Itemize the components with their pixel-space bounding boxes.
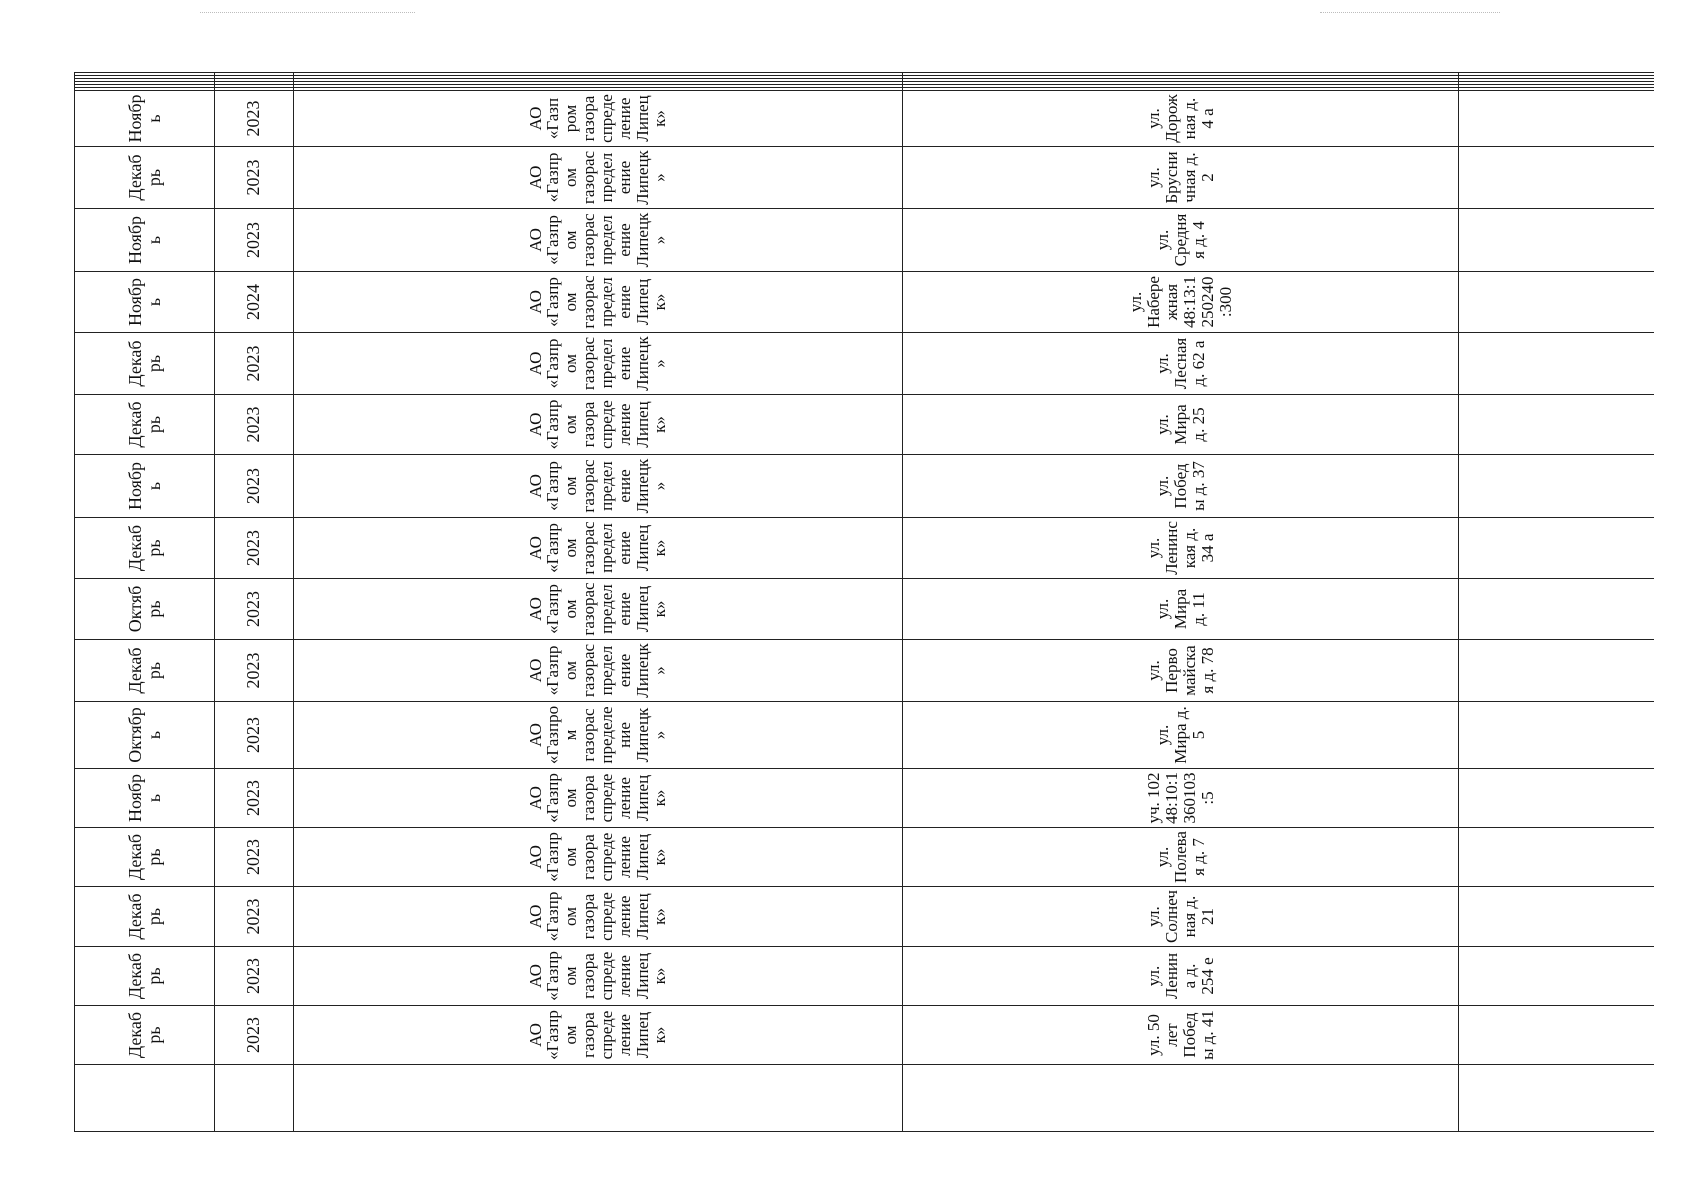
table-row: [293, 73, 903, 1132]
blank-cell: [215, 1065, 294, 1132]
month-cell: [75, 79, 215, 82]
work-type-cell: [1459, 702, 1654, 769]
work-type-cell: [1459, 947, 1654, 1006]
month-cell: Декабрь: [75, 518, 215, 579]
work-type-cell: [1459, 82, 1654, 85]
organization-cell: АО «Газпром газораспределение Липецк»: [293, 947, 903, 1006]
address-cell: ул. Набережная 48:13:1250240:300: [903, 272, 1459, 333]
organization-cell: [293, 73, 903, 76]
month-cell: Ноябрь: [75, 91, 215, 147]
blank-cell: [75, 1065, 215, 1132]
address-cell: ул. Солнечная д. 21: [903, 887, 1459, 947]
organization-cell: [293, 79, 903, 82]
year-cell: 2023: [215, 769, 294, 828]
work-type-cell: [1459, 147, 1654, 209]
blank-cell: [293, 1065, 903, 1132]
address-cell: ул. Победы д. 37: [903, 455, 1459, 518]
work-type-cell: [1459, 887, 1654, 947]
year-cell: 2023: [215, 91, 294, 147]
address-cell: [903, 76, 1459, 79]
work-type-cell: [1459, 828, 1654, 887]
address-cell: ул. Мира д. 11: [903, 579, 1459, 640]
month-cell: Декабрь: [75, 147, 215, 209]
month-cell: Ноябрь: [75, 272, 215, 333]
year-cell: [215, 79, 294, 82]
organization-cell: АО «Газпром газораспределение Липецк»: [293, 147, 903, 209]
organization-cell: АО «Газпром газораспределение Липецк»: [293, 333, 903, 395]
blank-cell: [903, 1065, 1459, 1132]
month-cell: Декабрь: [75, 887, 215, 947]
month-cell: Декабрь: [75, 333, 215, 395]
work-type-cell: [1459, 640, 1654, 702]
work-type-cell: [1459, 91, 1654, 147]
month-cell: [75, 88, 215, 91]
scan-artifact-left: [200, 12, 415, 13]
year-cell: 2023: [215, 947, 294, 1006]
address-cell: ул. Мира д. 25: [903, 395, 1459, 455]
address-cell: ул. Дорожная д. 4 а: [903, 91, 1459, 147]
work-type-cell: [1459, 88, 1654, 91]
organization-cell: [293, 76, 903, 79]
address-cell: [903, 73, 1459, 76]
month-cell: Декабрь: [75, 395, 215, 455]
table-row: [1459, 73, 1654, 1132]
month-cell: Ноябрь: [75, 455, 215, 518]
year-cell: 2023: [215, 579, 294, 640]
month-cell: Декабрь: [75, 828, 215, 887]
year-cell: [215, 73, 294, 76]
address-cell: ул. Ленина д. 254 е: [903, 947, 1459, 1006]
year-cell: 2023: [215, 209, 294, 272]
month-cell: Декабрь: [75, 947, 215, 1006]
work-type-cell: [1459, 769, 1654, 828]
organization-cell: АО «Газпром газораспределение Липецк»: [293, 209, 903, 272]
year-cell: 2023: [215, 1006, 294, 1065]
organization-cell: АО «Газпром газораспределение Липецк»: [293, 769, 903, 828]
year-cell: 2023: [215, 147, 294, 209]
year-cell: 2023: [215, 333, 294, 395]
year-cell: [215, 76, 294, 79]
work-type-cell: [1459, 76, 1654, 79]
organization-cell: АО «Газпром газораспределение Липецк»: [293, 828, 903, 887]
year-cell: 2023: [215, 828, 294, 887]
work-type-cell: [1459, 272, 1654, 333]
table-row: [75, 73, 215, 1132]
table-row: [215, 73, 294, 1132]
address-cell: ул. Первомайская д. 78: [903, 640, 1459, 702]
organization-cell: АО «Газпром газораспределение Липецк»: [293, 272, 903, 333]
address-cell: ул. 50 лет Победы д. 41: [903, 1006, 1459, 1065]
month-cell: Октябрь: [75, 579, 215, 640]
address-cell: ул. Полевая д. 7: [903, 828, 1459, 887]
year-cell: 2023: [215, 640, 294, 702]
address-cell: уч. 102 48:10:1360103:5: [903, 769, 1459, 828]
gasification-table: [74, 72, 1654, 1132]
work-type-cell: [1459, 1006, 1654, 1065]
organization-cell: АО «Газпром газораспределение Липецк»: [293, 887, 903, 947]
year-cell: [215, 82, 294, 85]
organization-cell: АО «Газпром газораспределение Липецк»: [293, 1006, 903, 1065]
year-cell: 2023: [215, 455, 294, 518]
work-type-cell: [1459, 79, 1654, 82]
month-cell: Ноябрь: [75, 769, 215, 828]
organization-cell: АО «Газпром газораспределение Липецк»: [293, 640, 903, 702]
address-cell: ул. Ленинская д. 34 а: [903, 518, 1459, 579]
organization-cell: АО «Газпром газораспределение Липецк»: [293, 579, 903, 640]
work-type-cell: [1459, 455, 1654, 518]
organization-cell: [293, 85, 903, 88]
year-cell: 2023: [215, 518, 294, 579]
address-cell: [903, 88, 1459, 91]
scan-artifact-right: [1320, 12, 1500, 13]
month-cell: [75, 76, 215, 79]
work-type-cell: [1459, 333, 1654, 395]
address-cell: ул. Средняя д. 4: [903, 209, 1459, 272]
month-cell: Декабрь: [75, 640, 215, 702]
blank-cell: [1459, 1065, 1654, 1132]
table-row: [903, 73, 1459, 1132]
year-cell: [215, 85, 294, 88]
year-cell: 2023: [215, 887, 294, 947]
address-cell: ул. Брусничная д. 2: [903, 147, 1459, 209]
organization-cell: АО «Газпром газораспределение Липецк»: [293, 395, 903, 455]
work-type-cell: [1459, 73, 1654, 76]
address-cell: ул. Лесная д. 62 а: [903, 333, 1459, 395]
work-type-cell: [1459, 209, 1654, 272]
organization-cell: АО «Газпром газораспределение Липецк»: [293, 455, 903, 518]
month-cell: Октябрь: [75, 702, 215, 769]
address-cell: [903, 79, 1459, 82]
address-cell: ул. Мира д. 5: [903, 702, 1459, 769]
organization-cell: АО «Газпром газораспределение Липецк»: [293, 702, 903, 769]
year-cell: 2024: [215, 272, 294, 333]
year-cell: [215, 88, 294, 91]
work-type-cell: [1459, 85, 1654, 88]
month-cell: Ноябрь: [75, 209, 215, 272]
year-cell: 2023: [215, 395, 294, 455]
address-cell: [903, 85, 1459, 88]
organization-cell: [293, 88, 903, 91]
month-cell: [75, 73, 215, 76]
month-cell: Декабрь: [75, 1006, 215, 1065]
organization-cell: АО «Газпром газораспределение Липецк»: [293, 518, 903, 579]
month-cell: [75, 82, 215, 85]
month-cell: [75, 85, 215, 88]
document-page: [74, 72, 1654, 1132]
work-type-cell: [1459, 579, 1654, 640]
organization-cell: [293, 82, 903, 85]
work-type-cell: [1459, 518, 1654, 579]
year-cell: 2023: [215, 702, 294, 769]
work-type-cell: [1459, 395, 1654, 455]
address-cell: [903, 82, 1459, 85]
organization-cell: АО «Газпром газораспределение Липецк»: [293, 91, 903, 147]
